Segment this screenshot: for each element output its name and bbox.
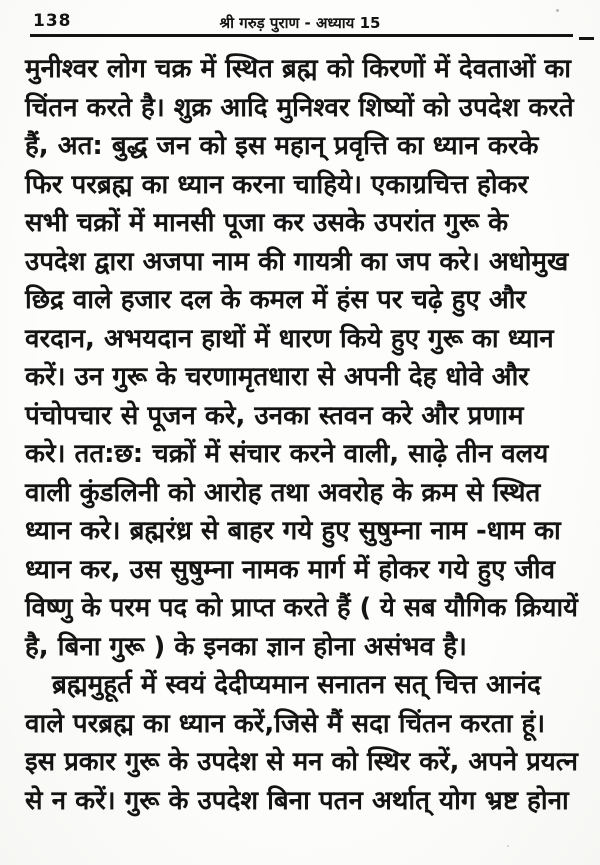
- body-text: [25, 50, 578, 840]
- scan-speck: [556, 9, 559, 12]
- text-line: ब्रह्ममुहूर्त में स्वयं देदीप्यमान सनातन सत् चित्त आनंद: [52, 670, 541, 700]
- text-line: छिद्र वाले हजार दल के कमल में हंस पर चढ़े हुए और: [25, 285, 527, 315]
- text-line: वाले परब्रह्म का ध्यान करें,जिसे मैं सदा चिंतन करता हूं।: [25, 708, 546, 739]
- text-line: ध्यान कर, उस सुषुम्ना नामक मार्ग में होकर गये हुए जीव: [25, 554, 556, 585]
- text-line: फिर परब्रह्म का ध्यान करना चाहिये। एकाग्रचित्त होकर: [25, 169, 529, 200]
- text-line: विष्णु के परम पद को प्राप्त करते हैं ( ये सब यौगिक क्रियायें: [25, 593, 578, 623]
- header-rule-dash: [579, 37, 594, 40]
- text-line: उपदेश द्वारा अजपा नाम की गायत्री का जप करे। अधोमुख: [25, 246, 569, 277]
- text-line: करें। उन गुरू के चरणामृतधारा से अपनी देह धोवे और: [25, 362, 529, 392]
- page-title: श्री गरुड़ पुराण - अध्याय 15: [219, 14, 381, 32]
- text-line: मुनीश्वर लोग चक्र में स्थित ब्रह्म को किरणों में देवताओं का: [25, 54, 572, 84]
- text-line: से न करें। गुरू के उपदेश बिना पतन अर्थात् योग भ्रष्ट होना: [25, 785, 569, 816]
- text-line: करे। तत:छ: चक्रों में संचार करने वाली, साढ़े तीन वलय: [25, 439, 549, 469]
- text-line: इस प्रकार गुरू के उपदेश से मन को स्थिर करें, अपने प्रयत्न: [25, 747, 579, 777]
- text-line: चिंतन करते है। शुक्र आदि मुनिश्वर शिष्यों को उपदेश करते: [25, 92, 574, 123]
- page-number: 138: [33, 11, 72, 31]
- text-line: पंचोपचार से पूजन करे, उनका स्तवन करे और प्रणाम: [25, 400, 524, 431]
- text-line: वरदान, अभयदान हाथों में धारण किये हुए गुरू का ध्यान: [25, 323, 554, 354]
- header-rule: [30, 34, 573, 37]
- text-line: सभी चक्रों में मानसी पूजा कर उसके उपरांत गुरू के: [25, 208, 509, 238]
- text-line: है, बिना गुरू ) के इनका ज्ञान होना असंभव है।: [25, 631, 467, 662]
- text-line: वाली कुंडलिनी को आरोह तथा अवरोह के क्रम से स्थित: [25, 477, 541, 508]
- scan-speck: [507, 845, 509, 847]
- text-line: ध्यान करे। ब्रह्मरंध्र से बाहर गये हुए सुषुम्ना नाम -धाम का: [25, 516, 561, 546]
- text-line: हैं, अत: बुद्ध जन को इस महान् प्रवृत्ति का ध्यान करके: [25, 131, 539, 161]
